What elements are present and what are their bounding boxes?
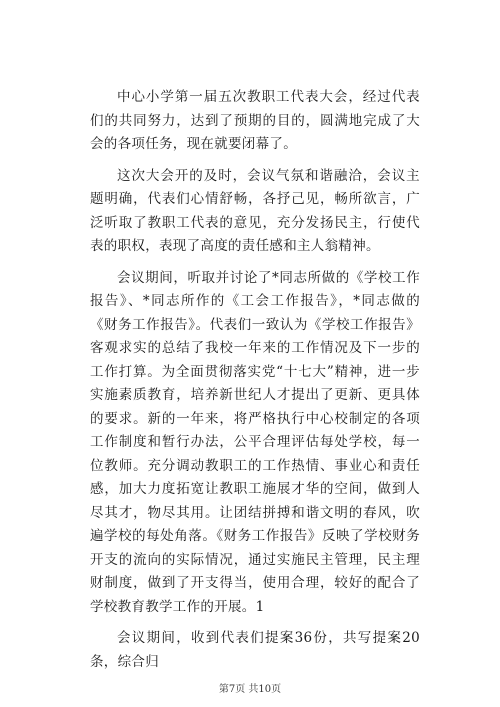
paragraph-atmosphere: 这次大会开的及时，会议气氛和谐融洽，会议主题明确，代表们心情舒畅，各抒己见，畅所欲言，广泛听取了教职工代表的意见，充分发扬民主，行使代表的职权，表现了高度的责任感和主人翁精神。 — [90, 167, 420, 254]
document-body — [90, 86, 420, 682]
paragraph-proposals: 会议期间，收到代表们提案36份，共写提案20条，综合归 — [90, 630, 420, 670]
paragraph-opening: 中心小学第一届五次教职工代表大会，经过代表们的共同努力，达到了预期的目的，圆满地完成了大会的各项任务，现在就要闭幕了。 — [90, 89, 420, 152]
page-number-footer: 第7页 共10页 — [218, 684, 282, 695]
paragraph-reports: 会议期间，听取并讨论了*同志所做的《学校工作报告》、*同志所作的《工会工作报告》，*同志做的《财务工作报告》。代表们一致认为《学校工作报告》客观求实的总结了我校一年来的工作情况及下一步的工作打算。为全面贯彻落实党“十七大”精神，进一步实施素质教育，培养新世纪人才提出了更新、更具体的要求。新的一年来，将严格执行中心校制定的各项工作制度和暂行办法，公平合理评估每处学校，每一位教师。充分调动教职工的工作热情、事业心和责任感，加大力度拓宽让教职工施展才华的空间，做到人尽其才，物尽其用。让团结拼搏和谐文明的春风，吹遍学校的每处角落。《财务工作报告》反映了学校财务开支的流向的实际情况，通过实施民主管理，民主理财制度，做到了开支得当，使用合理，较好的配合了学校教育教学工作的开展。1 — [90, 269, 420, 615]
